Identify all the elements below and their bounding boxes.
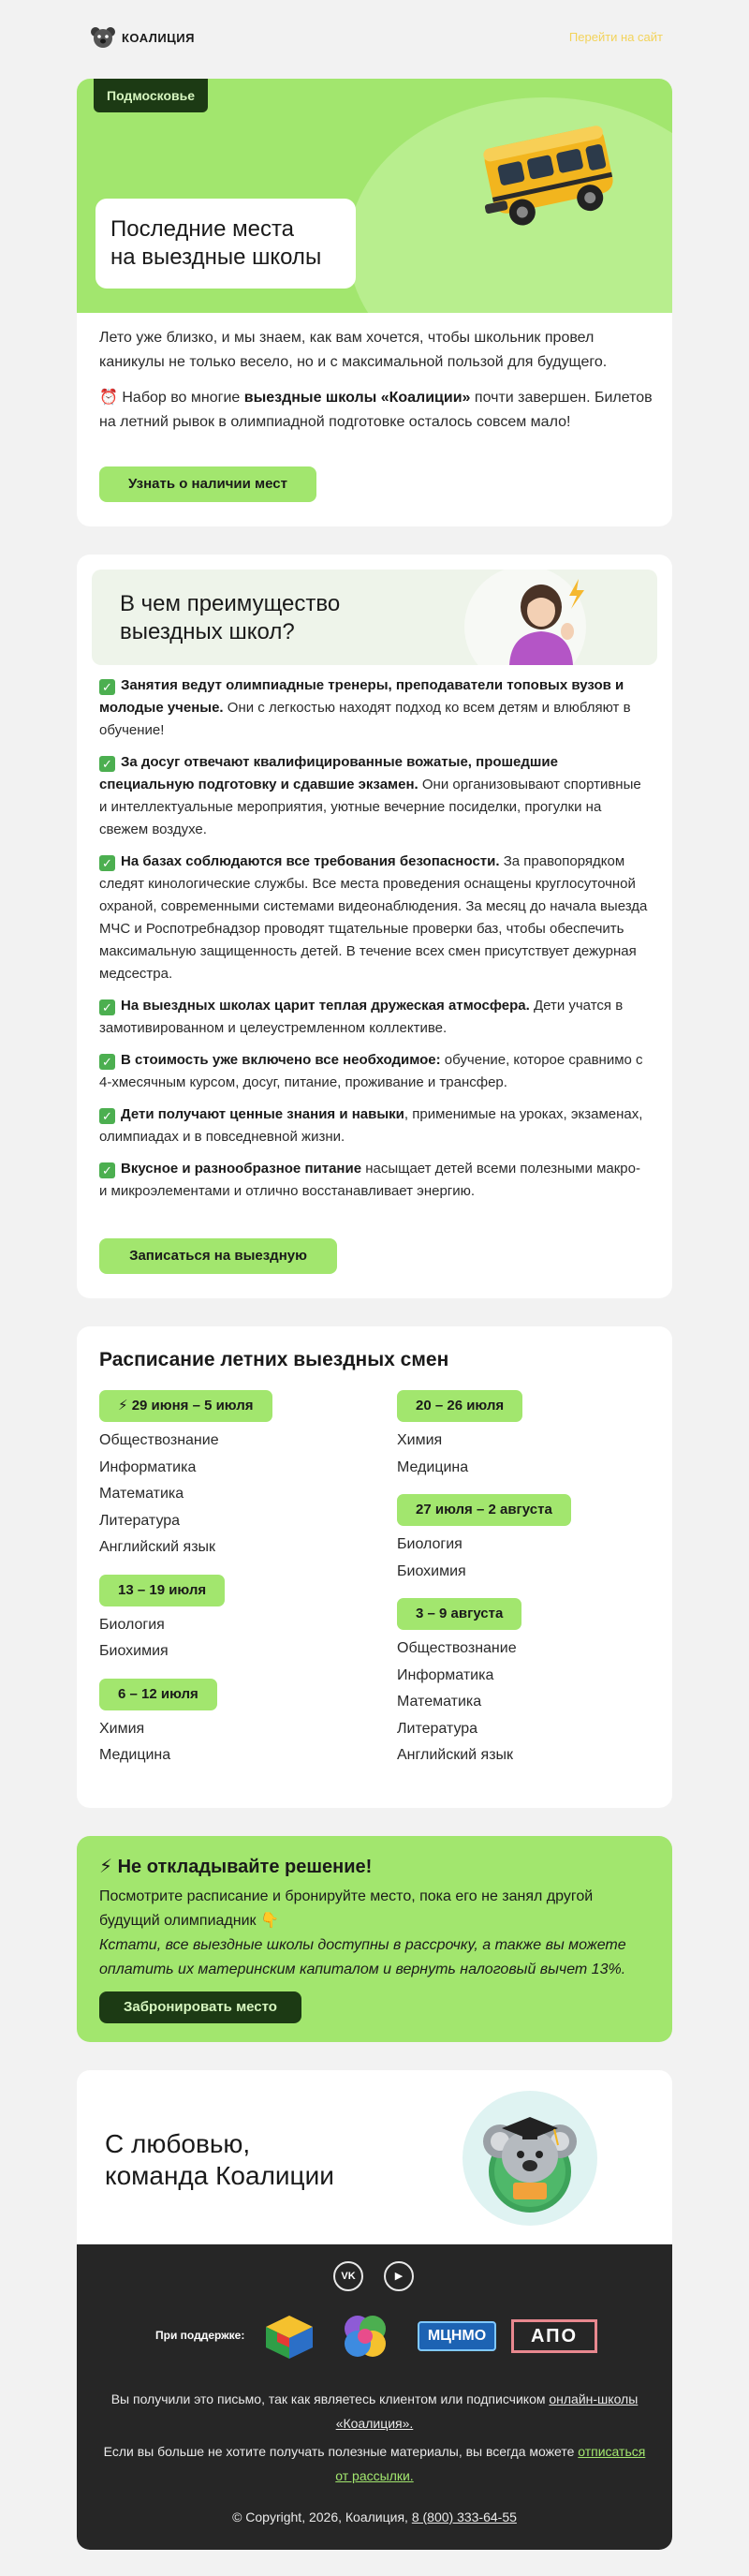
signature-card	[77, 2070, 672, 2550]
check-mark-icon: ✓	[99, 1162, 115, 1178]
decide-card	[77, 1836, 672, 2042]
check-mark-icon: ✓	[99, 855, 115, 871]
check-mark-icon: ✓	[99, 679, 115, 695]
phone-link[interactable]: 8 (800) 333-64-55	[411, 2509, 517, 2524]
shift-block: 13 – 19 июля Биология Биохимия	[99, 1575, 361, 1666]
book-place-button[interactable]: Забронировать место	[99, 1991, 301, 2023]
hero-set-text: ⏰ Набор во многие выездные школы «Коалиции» почти завершен. Билетов на летний рывок в олимпиадной подготовке осталось совсем мало!	[99, 390, 653, 430]
youtube-icon[interactable]: ▶	[384, 2261, 414, 2291]
check-availability-button[interactable]: Узнать о наличии мест	[99, 466, 316, 502]
footer	[77, 2244, 672, 2550]
region-tag: Подмосковье	[94, 79, 208, 112]
schedule-right-column	[397, 1390, 659, 1783]
logo-text: КОАЛИЦИЯ	[122, 30, 195, 45]
advantages-title: В чем преимущество выездных школ?	[120, 591, 341, 644]
signature-text: С любовью, команда Коалиции	[105, 2129, 334, 2190]
advantages-card	[77, 555, 672, 1298]
hero-title-line-1: Последние места	[110, 216, 295, 242]
advantage-item: ✓ Дети получают ценные знания и навыки, применимые на уроках, экзаменах, олимпиадах и в повседневной жизни.	[99, 1106, 643, 1145]
shift-dates: 27 июля – 2 августа	[397, 1494, 571, 1526]
decide-text: Посмотрите расписание и бронируйте место, пока его не занял другой будущий олимпиадник 👇 Кстати, все выездные школы доступны в рассрочку, а также вы можете оплатить их материнским капиталом и вернуть налоговый вычет 13%.	[99, 1888, 626, 1977]
advantage-item: ✓ На базах соблюдаются все требования безопасности. За правопорядком следят кинологические службы. Все места проведения оснащены круглосуточной охраной, современными системами видеонаблюдения. За месяц до начала выезда МЧС и Роспотребнадзор проводят тщательные проверки баз, чтобы обеспечить максимальную защищенность детей. В течение всех смен присутствует дежурная медсестра.	[99, 853, 648, 982]
schedule-title: Расписание летних выездных смен	[99, 1349, 449, 1370]
mcnmo-logo: МЦНМО	[418, 2321, 496, 2351]
shift-dates: 13 – 19 июля	[99, 1575, 225, 1606]
shift-dates: ⚡ 29 июня – 5 июля	[99, 1390, 272, 1422]
girl-emoji-icon	[496, 575, 599, 665]
check-mark-icon: ✓	[99, 1108, 115, 1124]
apo-logo: АПО	[511, 2319, 597, 2353]
vk-icon[interactable]: VK	[333, 2261, 363, 2291]
subscription-notice: Вы получили это письмо, так как являетесь клиентом или подписчиком онлайн-школы «Коалиция».	[110, 2391, 639, 2431]
shift-block: ⚡ 29 июня – 5 июля Обществознание Информатика Математика Литература Английский язык	[99, 1390, 361, 1562]
partner-cube-logo-icon	[264, 2314, 315, 2361]
hero-title-line-2: на выездные школы	[110, 244, 322, 270]
shift-block: 20 – 26 июля Химия Медицина	[397, 1390, 659, 1481]
partner-flower-logo-icon	[339, 2310, 391, 2362]
unsubscribe-notice: Если вы больше не хотите получать полезные материалы, вы всегда можете отписаться от рассылки.	[103, 2444, 646, 2483]
support-label: При поддержке:	[155, 2329, 245, 2342]
schedule-card	[77, 1326, 672, 1808]
check-mark-icon: ✓	[99, 999, 115, 1015]
hero-banner	[77, 79, 672, 313]
hero-card	[77, 79, 672, 526]
copyright: © Copyright, 2026, Коалиция, 8 (800) 333-64-55	[232, 2509, 517, 2524]
shift-dates: 20 – 26 июля	[397, 1390, 522, 1422]
shift-block: 6 – 12 июля Химия Медицина	[99, 1679, 361, 1769]
site-link[interactable]: Перейти на сайт	[568, 30, 663, 44]
school-link[interactable]: онлайн-школы «Коалиция».	[335, 2391, 639, 2431]
koala-logo-icon	[90, 24, 116, 51]
shift-block: 3 – 9 августа Обществознание Информатика Математика Литература Английский язык	[397, 1598, 659, 1769]
advantage-item: ✓ В стоимость уже включено все необходимое: обучение, которое сравнимо с 4-хмесячным курсом, досуг, питание, проживание и трансфер.	[99, 1052, 643, 1090]
shift-dates: 3 – 9 августа	[397, 1598, 521, 1630]
check-mark-icon: ✓	[99, 756, 115, 772]
check-mark-icon: ✓	[99, 1054, 115, 1070]
unsubscribe-link[interactable]: отписаться от рассылки.	[335, 2444, 646, 2483]
advantage-item: ✓ На выездных школах царит теплая дружеская атмосфера. Дети учатся в замотивированном и целеустремленном коллективе.	[99, 998, 624, 1036]
advantages-header	[92, 570, 657, 665]
shift-block: 27 июля – 2 августа Биология Биохимия	[397, 1494, 659, 1585]
advantage-item: ✓ Вкусное и разнообразное питание насыщает детей всеми полезными макро- и микроэлементами и отлично восстанавливает энергию.	[99, 1161, 640, 1199]
koala-mascot-icon	[468, 2096, 592, 2220]
enroll-button[interactable]: Записаться на выездную	[99, 1238, 337, 1274]
school-bus-icon	[468, 109, 627, 240]
advantages-list	[99, 674, 650, 1212]
hero-title-box	[95, 199, 356, 289]
logo[interactable]	[90, 22, 195, 52]
hero-intro: Лето уже близко, и мы знаем, как вам хочется, чтобы школьник провел каникулы не только весело, но и с максимальной пользой для будущего.	[99, 330, 608, 370]
decide-title: ⚡ Не откладывайте решение!	[99, 1857, 373, 1877]
shift-dates: 6 – 12 июля	[99, 1679, 217, 1710]
advantage-item: ✓ За досуг отвечают квалифицированные вожатые, прошедшие специальную подготовку и сдавшие экзамен. Они организовывают спортивные и интеллектуальные мероприятия, уютные вечерние посиделки, прогулки на свежем воздухе.	[99, 754, 641, 837]
schedule-left-column	[99, 1390, 361, 1783]
advantage-item: ✓ Занятия ведут олимпиадные тренеры, преподаватели топовых вузов и молодые ученые. Они с легкостью находят подход ко всем детям и влюбляют в обучение!	[99, 677, 631, 738]
